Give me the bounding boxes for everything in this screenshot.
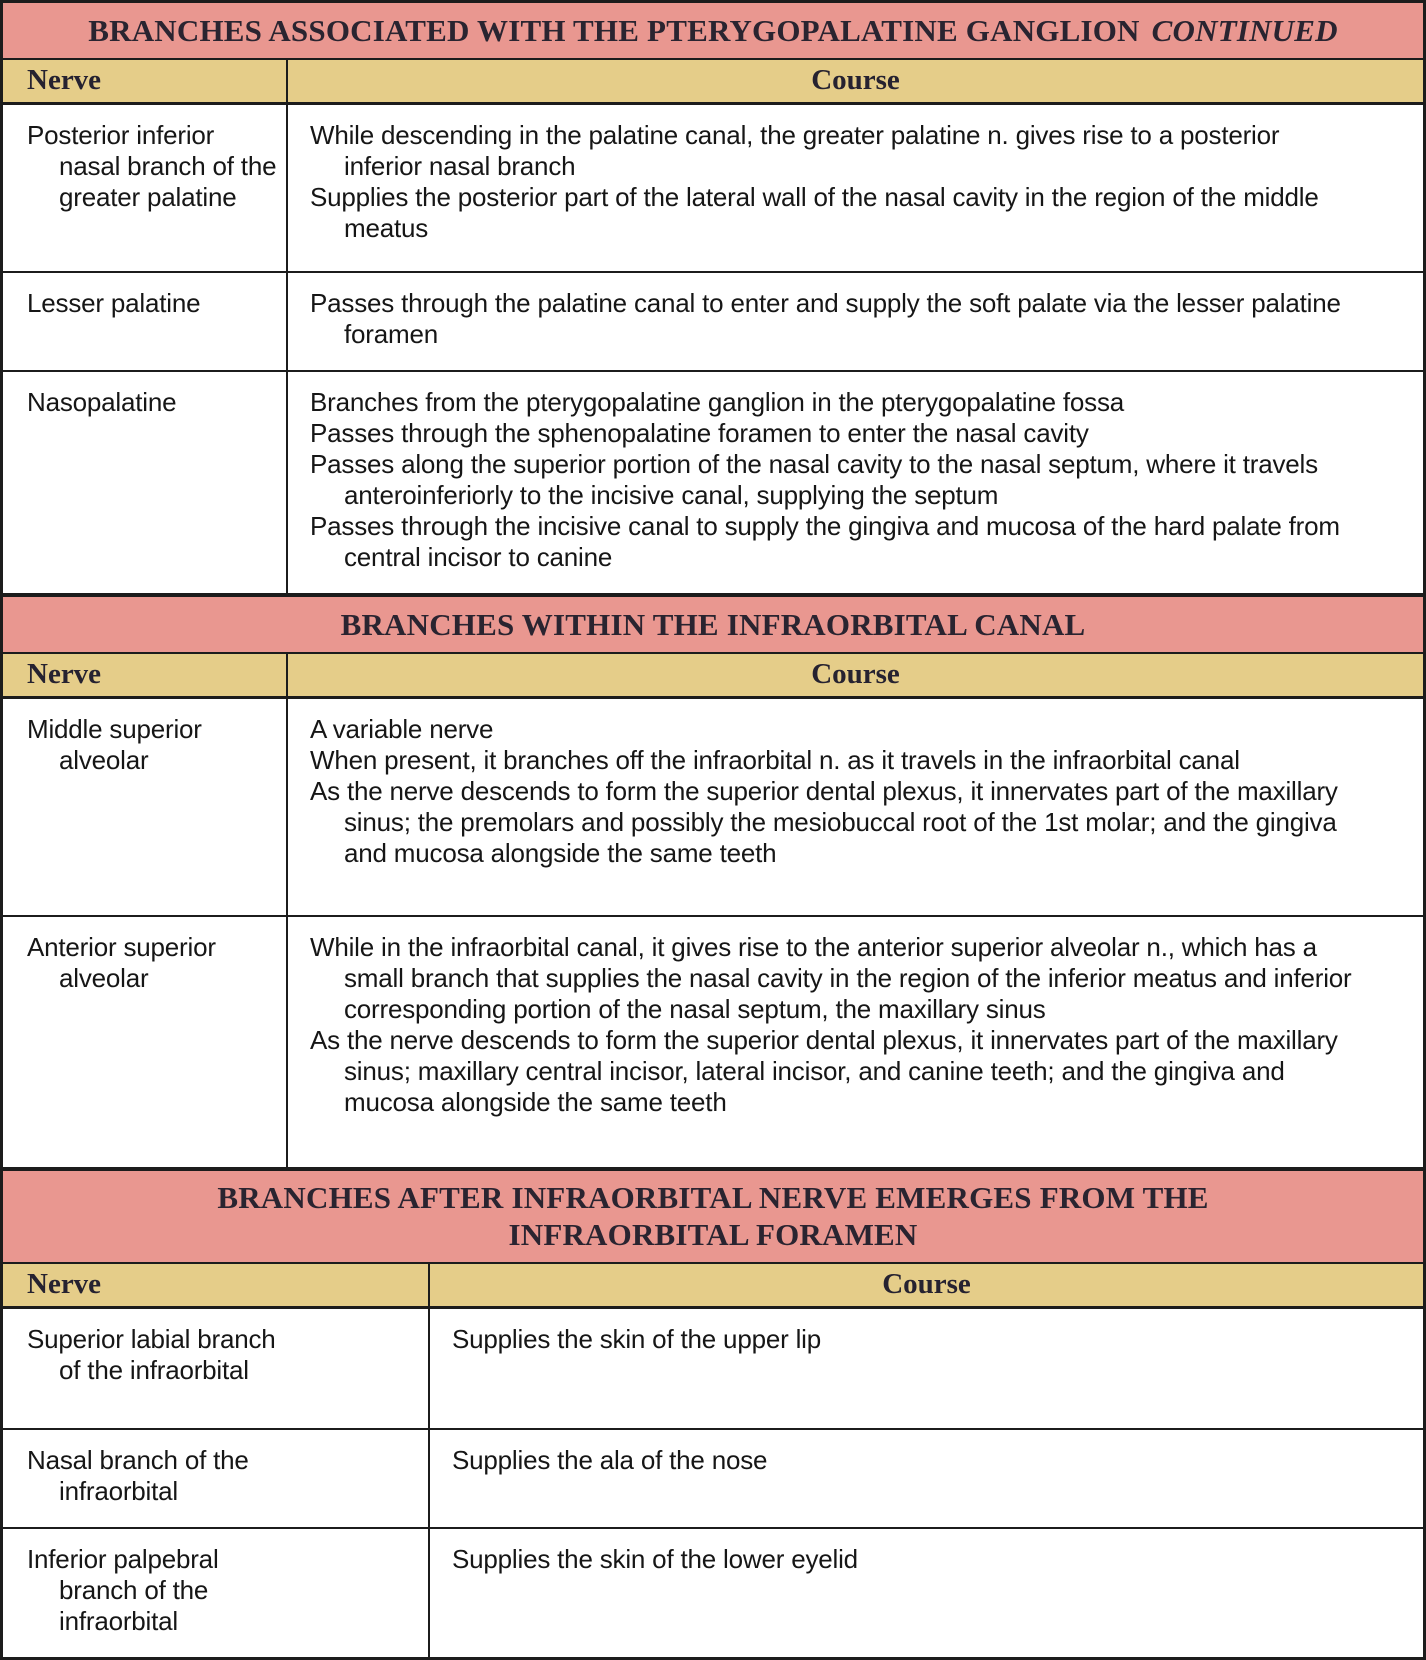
course-entry: Passes through the palatine canal to enter and supply the soft palate via the lesser palatine foramen xyxy=(310,288,1341,349)
course-column-header: Course xyxy=(811,64,900,96)
course-entry: As the nerve descends to form the superior dental plexus, it innervates part of the maxillary sinus; the premolars and possibly the mesiobuccal root of the 1st molar; and the gingiva and mucosa alongside the same teeth xyxy=(310,776,1338,868)
table-section-2 xyxy=(3,595,1423,1169)
nerve-cell: Middle superior alveolar xyxy=(3,699,288,915)
course-entry: Branches from the pterygopalatine ganglion in the pterygopalatine fossa xyxy=(310,387,1125,417)
nerve-cell: Anterior superior alveolar xyxy=(3,917,288,1167)
nerve-cell: Inferior palpebral branch of the infraorbital xyxy=(3,1529,430,1657)
course-cell xyxy=(288,372,1423,593)
nerve-cell: Posterior inferior nasal branch of the greater palatine xyxy=(3,105,288,271)
course-entry: Passes through the sphenopalatine foramen to enter the nasal cavity xyxy=(310,418,1089,448)
course-entry: While in the infraorbital canal, it gives rise to the anterior superior alveolar n., which has a small branch that supplies the nasal cavity in the region of the inferior meatus and inferior corresponding portion of the nasal septum, the maxillary sinus xyxy=(310,932,1352,1024)
column-header-row xyxy=(3,60,1423,105)
column-header-row xyxy=(3,654,1423,699)
nerve-column-header: Nerve xyxy=(3,654,288,696)
course-entry: While descending in the palatine canal, the greater palatine n. gives rise to a posterior inferior nasal branch xyxy=(310,120,1280,181)
course-entry: As the nerve descends to form the superior dental plexus, it innervates part of the maxillary sinus; maxillary central incisor, lateral incisor, and canine teeth; and the gingiva and mucosa alongside the same teeth xyxy=(310,1025,1338,1117)
table-row xyxy=(3,1529,1423,1657)
course-entry: A variable nerve xyxy=(310,714,494,744)
table-row xyxy=(3,105,1423,273)
table-row xyxy=(3,372,1423,595)
course-cell xyxy=(288,699,1423,915)
course-entry: Supplies the skin of the upper lip xyxy=(452,1324,821,1354)
course-cell xyxy=(430,1430,1423,1527)
course-cell xyxy=(288,105,1423,271)
nerve-cell: Nasopalatine xyxy=(3,372,288,593)
column-header-row xyxy=(3,1264,1423,1309)
section-title-band xyxy=(3,3,1423,60)
table-section-3 xyxy=(3,1169,1423,1657)
course-entry: Supplies the ala of the nose xyxy=(452,1445,768,1475)
section-title-band xyxy=(3,1169,1423,1264)
course-column-header: Course xyxy=(811,658,900,690)
table-row xyxy=(3,273,1423,372)
nerve-column-header: Nerve xyxy=(3,1264,430,1306)
nerve-cell: Nasal branch of the infraorbital xyxy=(3,1430,430,1527)
nerve-cell: Superior labial branch of the infraorbital xyxy=(3,1309,430,1428)
table-row xyxy=(3,699,1423,917)
table-row xyxy=(3,1430,1423,1529)
course-cell xyxy=(288,273,1423,370)
table-section-1 xyxy=(3,3,1423,595)
course-entry: Passes along the superior portion of the nasal cavity to the nasal septum, where it travels anteroinferiorly to the incisive canal, supplying the septum xyxy=(310,449,1318,510)
section-title: BRANCHES WITHIN THE INFRAORBITAL CANAL xyxy=(340,606,1086,642)
section-title: BRANCHES ASSOCIATED WITH THE PTERYGOPALATINE GANGLION xyxy=(88,12,1140,48)
course-entry: Supplies the skin of the lower eyelid xyxy=(452,1544,858,1574)
nerve-cell: Lesser palatine xyxy=(3,273,288,370)
course-cell xyxy=(430,1309,1423,1428)
course-cell xyxy=(430,1529,1423,1657)
nerve-column-header: Nerve xyxy=(3,60,288,102)
course-entry: When present, it branches off the infraorbital n. as it travels in the infraorbital canal xyxy=(310,745,1240,775)
table-row xyxy=(3,1309,1423,1430)
section-title-band xyxy=(3,595,1423,654)
course-entry: Passes through the incisive canal to supply the gingiva and mucosa of the hard palate from central incisor to canine xyxy=(310,511,1340,572)
table-row xyxy=(3,917,1423,1169)
section-title-suffix: CONTINUED xyxy=(1151,12,1338,48)
course-cell xyxy=(288,917,1423,1167)
section-title: BRANCHES AFTER INFRAORBITAL NERVE EMERGES FROM THE INFRAORBITAL FORAMEN xyxy=(217,1180,1209,1252)
course-column-header: Course xyxy=(882,1268,971,1300)
course-entry: Supplies the posterior part of the lateral wall of the nasal cavity in the region of the middle meatus xyxy=(310,182,1319,243)
